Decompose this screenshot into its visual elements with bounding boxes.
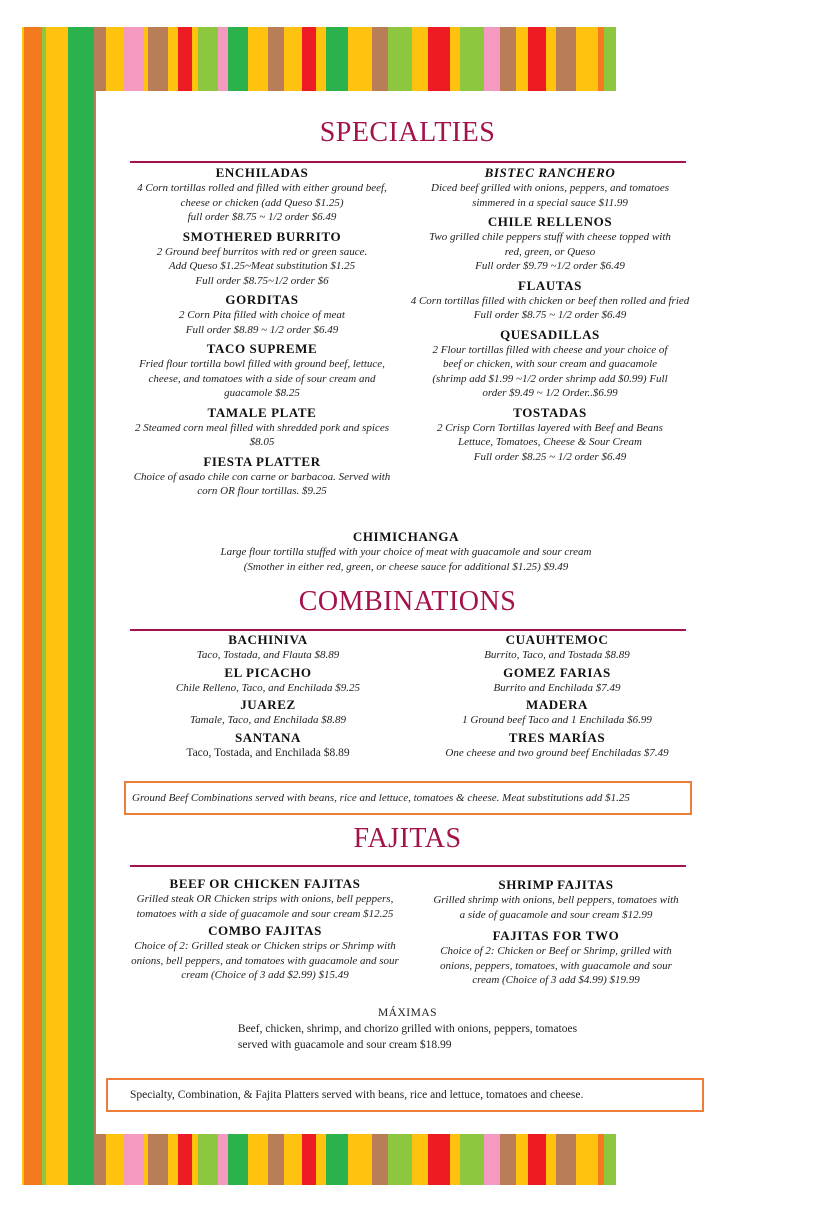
menu-item-description: $8.05: [249, 436, 275, 448]
menu-item-name: QUESADILLAS: [500, 326, 600, 342]
menu-item: [402, 214, 698, 274]
stripe: [24, 27, 42, 1185]
combinations-right-column: [422, 632, 692, 762]
menu-item-description: One cheese and two ground beef Enchiladas $7.49: [445, 746, 669, 759]
menu-item-description: red, green, or Queso: [504, 245, 596, 258]
menu-item-description: (shrimp add $1.99 ~1/2 order shrimp add $0.99) Full: [432, 372, 668, 385]
menu-item: [124, 923, 406, 983]
menu-item-name: SHRIMP FAJITAS: [498, 877, 614, 892]
menu-item-name: TACO SUPREME: [206, 341, 318, 356]
menu-item-name: FIESTA PLATTER: [203, 453, 321, 469]
menu-item-description: Full order $8.25 ~ 1/2 order $6.49: [473, 450, 627, 463]
menu-item-description: Choice of 2: Grilled steak or Chicken strips or Shrimp with: [134, 940, 396, 952]
combinations-left-column: [144, 632, 392, 762]
menu-item: [422, 730, 692, 761]
menu-item: [144, 665, 392, 696]
menu-item-description: Chile Relleno, Taco, and Enchilada $9.25: [175, 681, 361, 694]
menu-item-description: (Smother in either red, green, or cheese sauce for additional $1.25) $9.49: [243, 560, 569, 573]
menu-item-description: Fried flour tortilla bowl filled with ground beef, lettuce,: [139, 358, 385, 370]
menu-item-name: CHILE RELLENOS: [487, 214, 613, 229]
menu-item: [422, 632, 692, 663]
menu-item: [416, 928, 696, 988]
menu-item-description: Grilled shrimp with onions, bell peppers, tomatoes with: [433, 894, 679, 906]
menu-item-name: JUAREZ: [240, 697, 296, 712]
menu-item-description: cheese, and tomatoes with a side of sour cream and: [148, 372, 376, 385]
menu-item-description: full order $8.75 ~ 1/2 order $6.49: [187, 211, 337, 223]
menu-item: [144, 730, 392, 761]
footer-note: Specialty, Combination, & Fajita Platters served with beans, rice and lettuce, tomatoes and cheese.: [130, 1089, 584, 1101]
menu-item-description: Two grilled chile peppers stuff with cheese topped with: [429, 231, 671, 243]
menu-item-name: BEEF OR CHICKEN FAJITAS: [169, 876, 361, 891]
menu-item: [402, 327, 698, 401]
menu-item-description: Burrito, Taco, and Tostada $8.89: [484, 649, 630, 661]
menu-item-description: guacamole $8.25: [224, 387, 300, 399]
menu-item-name: SANTANA: [234, 729, 302, 745]
menu-item-name: GOMEZ FARIAS: [503, 664, 611, 680]
menu-item-description: order $9.49 ~ 1/2 Order..$6.99: [482, 387, 618, 399]
menu-item: [126, 405, 398, 450]
menu-item-name: CHIMICHANGA: [352, 529, 460, 544]
menu-item-name: TRES MARÍAS: [508, 729, 606, 745]
menu-item-description: Tamale, Taco, and Enchilada $8.89: [190, 714, 346, 726]
menu-item-description: 2 Crisp Corn Tortillas layered with Beef and Beans: [437, 421, 663, 434]
menu-item-description: Diced beef grilled with onions, peppers, and tomatoes: [431, 182, 669, 194]
menu-item: [144, 697, 392, 728]
menu-item-description: cream (Choice of 3 add $2.99) $15.49: [181, 969, 349, 981]
menu-item: [402, 278, 698, 323]
menu-item-description: 4 Corn tortillas rolled and filled with either ground beef,: [137, 182, 387, 194]
menu-item: [136, 529, 676, 574]
menu-item-description: corn OR flour tortillas. $9.25: [197, 485, 327, 497]
menu-item-description: 4 Corn tortillas filled with chicken or beef then rolled and fried: [410, 294, 690, 307]
menu-item: [144, 632, 392, 663]
combinations-note-box: [124, 781, 692, 815]
menu-item-description: simmered in a special sauce $11.99: [472, 196, 628, 209]
menu-item-description: Lettuce, Tomatoes, Cheese & Sour Cream: [457, 436, 643, 448]
menu-item-name: MADERA: [525, 697, 589, 712]
stripe: [68, 27, 94, 1185]
fajitas-heading: FAJITAS: [353, 823, 462, 854]
menu-item-description: 1 Ground beef Taco and 1 Enchilada $6.99: [462, 714, 652, 726]
menu-item-description: Full order $8.89 ~ 1/2 order $6.49: [185, 323, 339, 336]
combinations-rule: [130, 629, 686, 631]
menu-item-name: ENCHILADAS: [215, 165, 309, 180]
menu-item-name: SMOTHERED BURRITO: [182, 228, 342, 244]
menu-item-name: GORDITAS: [225, 292, 299, 307]
specialties-left-column: [126, 165, 398, 501]
menu-item: [126, 165, 398, 225]
menu-item-description: Large flour tortilla stuffed with your choice of meat with guacamole and sour cream: [220, 546, 592, 558]
maximas-item: [96, 1005, 719, 1053]
menu-item-description: 2 Ground beef burritos with red or green sauce.: [156, 245, 368, 258]
specialties-right-column: [402, 165, 698, 466]
menu-item-description: Full order $9.79 ~1/2 order $6.49: [475, 260, 625, 272]
menu-item-description: 2 Flour tortillas filled with cheese and your choice of: [432, 343, 668, 356]
menu-item-name: COMBO FAJITAS: [208, 923, 322, 938]
menu-item-description: beef or chicken, with sour cream and guacamole: [442, 358, 658, 370]
stripe: [46, 27, 68, 1185]
menu-item-description: cheese or chicken (add Queso $1.25): [180, 196, 344, 209]
menu-item-description: onions, bell peppers, and tomatoes with guacamole and sour: [131, 954, 399, 967]
menu-item: [124, 876, 406, 921]
menu-item-description: Choice of 2: Chicken or Beef or Shrimp, grilled with: [440, 945, 672, 957]
menu-item-description: Choice of asado chile con carne or barbacoa. Served with: [133, 470, 391, 483]
menu-item: [422, 697, 692, 728]
menu-item: [126, 341, 398, 401]
menu-item-name: CUAUHTEMOC: [505, 632, 609, 647]
menu-item-description: Add Queso $1.25~Meat substitution $1.25: [168, 260, 356, 272]
maximas-desc-line-1: Beef, chicken, shrimp, and chorizo grilled with onions, peppers, tomatoes: [237, 1023, 578, 1035]
fajitas-right-column: [416, 877, 696, 990]
menu-panel: [96, 91, 719, 1134]
menu-item-description: cream (Choice of 3 add $4.99) $19.99: [472, 974, 640, 986]
menu-item: [126, 292, 398, 337]
menu-item-description: Taco, Tostada, and Flauta $8.89: [196, 649, 340, 661]
footer-note-box: [106, 1078, 704, 1112]
menu-item: [416, 877, 696, 922]
menu-item: [422, 665, 692, 696]
menu-item-description: tomatoes with a side of guacamole and sour cream $12.25: [136, 907, 394, 920]
maximas-desc-line-2: served with guacamole and sour cream $18.99: [237, 1039, 452, 1051]
menu-item-description: Full order $8.75~1/2 order $6: [195, 274, 329, 287]
menu-item: [126, 454, 398, 499]
menu-item-name: TAMALE PLATE: [207, 404, 317, 420]
menu-item-name: BISTEC RANCHERO: [484, 165, 616, 180]
menu-item-description: onions, peppers, tomatoes, with guacamole and sour: [440, 959, 672, 972]
chimichanga-item: [136, 529, 676, 576]
menu-item-name: FLAUTAS: [518, 277, 582, 293]
combinations-note: Ground Beef Combinations served with beans, rice and lettuce, tomatoes & cheese. Meat substitutions add $1.25: [132, 791, 630, 804]
menu-item-name: EL PICACHO: [224, 664, 312, 680]
specialties-heading: SPECIALTIES: [319, 117, 496, 148]
maximas-name: MÁXIMAS: [377, 1007, 438, 1019]
menu-item-name: FAJITAS FOR TWO: [492, 928, 620, 943]
fajitas-left-column: [124, 876, 406, 985]
menu-item-name: BACHINIVA: [228, 632, 308, 647]
menu-item-description: 2 Steamed corn meal filled with shredded pork and spices: [134, 421, 390, 434]
menu-item: [126, 229, 398, 289]
menu-item-name: TOSTADAS: [513, 404, 587, 420]
maximas-description: [238, 1021, 577, 1053]
menu-item-description: Grilled steak OR Chicken strips with onions, bell peppers,: [136, 893, 394, 905]
specialties-rule: [130, 161, 686, 163]
menu-item-description: 2 Corn Pita filled with choice of meat: [179, 309, 345, 321]
menu-item: [402, 405, 698, 465]
fajitas-rule: [130, 865, 686, 867]
menu-item-description: Taco, Tostada, and Enchilada $8.89: [186, 746, 350, 759]
menu-item-description: Full order $8.75 ~ 1/2 order $6.49: [473, 309, 627, 321]
menu-item-description: Burrito and Enchilada $7.49: [493, 681, 621, 694]
combinations-heading: COMBINATIONS: [298, 586, 517, 617]
menu-item: [402, 165, 698, 210]
menu-item-description: a side of guacamole and sour cream $12.99: [459, 908, 653, 921]
